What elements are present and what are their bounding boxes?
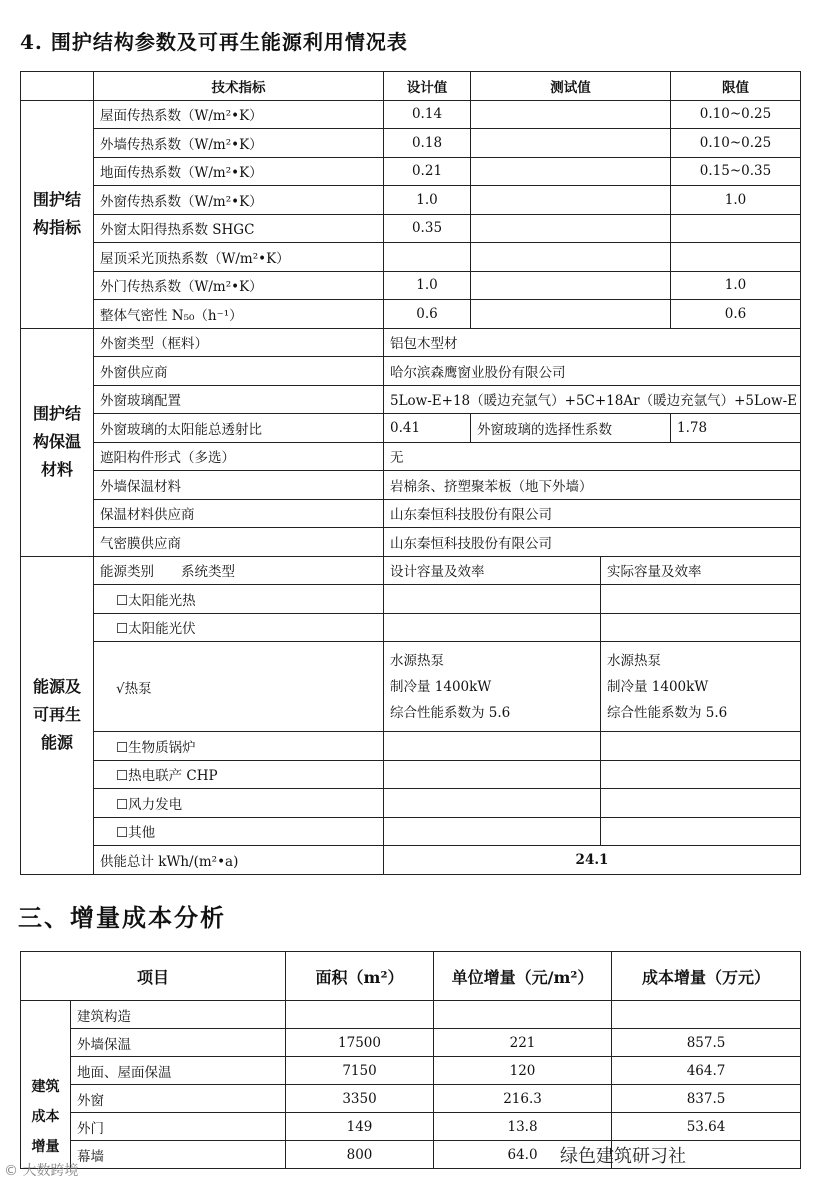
row-limit: 0.15~0.35 bbox=[671, 157, 801, 186]
energy-design bbox=[384, 760, 601, 789]
energy-system-name: ☐风力发电 bbox=[94, 789, 384, 818]
energy-actual bbox=[601, 642, 801, 732]
row-name: 外墙传热系数（W/m²•K） bbox=[94, 129, 384, 158]
row-unit: 221 bbox=[434, 1029, 612, 1057]
table-row bbox=[21, 129, 801, 158]
row-name: 遮阳构件形式（多选） bbox=[94, 442, 384, 471]
row-name: 外门传热系数（W/m²•K） bbox=[94, 271, 384, 300]
row-name: 整体气密性 N₅₀（h⁻¹） bbox=[94, 300, 384, 329]
energy-design-line: 水源热泵 bbox=[390, 652, 444, 669]
energy-design bbox=[384, 732, 601, 761]
energy-header-design: 设计容量及效率 bbox=[384, 556, 601, 585]
table-row bbox=[21, 556, 801, 585]
row-name: 外窗玻璃的太阳能总透射比 bbox=[94, 414, 384, 443]
table-row bbox=[21, 271, 801, 300]
row-limit: 0.10~0.25 bbox=[671, 100, 801, 129]
section-3-title: 三、增量成本分析 bbox=[18, 903, 226, 932]
energy-system-name: √热泵 bbox=[94, 642, 384, 732]
row-sub-name: 外窗玻璃的选择性系数 bbox=[471, 414, 671, 443]
row-test bbox=[471, 243, 671, 272]
row-value: 山东秦恒科技股份有限公司 bbox=[384, 528, 801, 557]
table-row bbox=[21, 157, 801, 186]
row-limit: 1.0 bbox=[671, 271, 801, 300]
table-row bbox=[21, 1113, 801, 1141]
row-value: 5Low-E+18（暖边充氩气）+5C+18Ar（暖边充氩气）+5Low-E bbox=[384, 385, 801, 414]
energy-actual bbox=[601, 789, 801, 818]
energy-system-name: ☐热电联产 CHP bbox=[94, 760, 384, 789]
table-row bbox=[21, 1001, 801, 1029]
table-row bbox=[21, 1029, 801, 1057]
header-blank bbox=[21, 72, 94, 101]
table-row bbox=[21, 385, 801, 414]
row-unit: 13.8 bbox=[434, 1113, 612, 1141]
energy-system-name: ☐太阳能光热 bbox=[94, 585, 384, 614]
row-test bbox=[471, 214, 671, 243]
row-unit: 64.0 bbox=[434, 1141, 612, 1169]
row-value: 0.41 bbox=[384, 414, 471, 443]
header-cost: 成本增量（万元） bbox=[612, 952, 801, 1001]
header-limit: 限值 bbox=[671, 72, 801, 101]
row-name: 气密膜供应商 bbox=[94, 528, 384, 557]
row-name: 外窗 bbox=[71, 1085, 286, 1113]
row-test bbox=[471, 100, 671, 129]
wechat-watermark: 绿色建筑研习社 bbox=[560, 1146, 686, 1167]
table-row bbox=[21, 642, 801, 732]
energy-actual-line: 水源热泵 bbox=[607, 652, 661, 669]
row-unit: 120 bbox=[434, 1057, 612, 1085]
energy-system-name: ☐太阳能光伏 bbox=[94, 613, 384, 642]
energy-header-actual: 实际容量及效率 bbox=[601, 556, 801, 585]
table-row bbox=[21, 817, 801, 846]
row-name: 外墙保温 bbox=[71, 1029, 286, 1057]
row-design: 0.21 bbox=[384, 157, 471, 186]
header-item: 项目 bbox=[21, 952, 286, 1001]
row-design: 0.18 bbox=[384, 129, 471, 158]
header-test: 测试值 bbox=[471, 72, 671, 101]
row-cost: 857.5 bbox=[612, 1029, 801, 1057]
table-row bbox=[21, 471, 801, 500]
row-name: 外窗传热系数（W/m²•K） bbox=[94, 186, 384, 215]
row-test bbox=[471, 186, 671, 215]
row-cost bbox=[612, 1001, 801, 1029]
total-value: 24.1 bbox=[384, 846, 801, 875]
row-limit: 0.10~0.25 bbox=[671, 129, 801, 158]
row-value: 岩棉条、挤塑聚苯板（地下外墙） bbox=[384, 471, 801, 500]
incremental-cost-table bbox=[20, 951, 801, 1169]
energy-header-type: 能源类别 系统类型 bbox=[94, 556, 384, 585]
energy-design bbox=[384, 642, 601, 732]
group-label-energy: 能源及可再生能源 bbox=[21, 556, 94, 874]
row-design: 0.6 bbox=[384, 300, 471, 329]
energy-design-line: 制冷量 1400kW bbox=[390, 678, 492, 695]
energy-actual-line: 制冷量 1400kW bbox=[607, 678, 709, 695]
table-row bbox=[21, 585, 801, 614]
row-cost: 464.7 bbox=[612, 1057, 801, 1085]
row-unit bbox=[434, 1001, 612, 1029]
row-design: 0.35 bbox=[384, 214, 471, 243]
table-row bbox=[21, 414, 801, 443]
row-limit bbox=[671, 243, 801, 272]
table-row bbox=[21, 243, 801, 272]
row-sub-value: 1.78 bbox=[671, 414, 801, 443]
envelope-renewable-table bbox=[20, 71, 801, 875]
energy-system-name: ☐其他 bbox=[94, 817, 384, 846]
group-label-envelope: 围护结构指标 bbox=[21, 100, 94, 328]
energy-actual bbox=[601, 760, 801, 789]
energy-design bbox=[384, 585, 601, 614]
table-row bbox=[21, 100, 801, 129]
row-limit: 0.6 bbox=[671, 300, 801, 329]
row-value: 无 bbox=[384, 442, 801, 471]
row-name: 屋顶采光顶热系数（W/m²•K） bbox=[94, 243, 384, 272]
row-area: 7150 bbox=[286, 1057, 434, 1085]
row-test bbox=[471, 129, 671, 158]
table-row bbox=[21, 72, 801, 101]
table-row bbox=[21, 499, 801, 528]
row-name: 屋面传热系数（W/m²•K） bbox=[94, 100, 384, 129]
header-unit: 单位增量（元/m²） bbox=[434, 952, 612, 1001]
row-area bbox=[286, 1001, 434, 1029]
row-name: 外墙保温材料 bbox=[94, 471, 384, 500]
row-name: 外窗供应商 bbox=[94, 357, 384, 386]
row-name: 外门 bbox=[71, 1113, 286, 1141]
row-design: 1.0 bbox=[384, 186, 471, 215]
energy-system-name: ☐生物质锅炉 bbox=[94, 732, 384, 761]
table-row bbox=[21, 214, 801, 243]
table-row bbox=[21, 732, 801, 761]
row-cost: 837.5 bbox=[612, 1085, 801, 1113]
header-design: 设计值 bbox=[384, 72, 471, 101]
row-name: 地面、屋面保温 bbox=[71, 1057, 286, 1085]
table-row bbox=[21, 1057, 801, 1085]
row-test bbox=[471, 300, 671, 329]
row-limit bbox=[671, 214, 801, 243]
table-row bbox=[21, 442, 801, 471]
table-row bbox=[21, 789, 801, 818]
row-area: 800 bbox=[286, 1141, 434, 1169]
group-label-building-cost: 建筑成本增量 bbox=[21, 1001, 71, 1169]
row-value: 哈尔滨森鹰窗业股份有限公司 bbox=[384, 357, 801, 386]
row-design: 1.0 bbox=[384, 271, 471, 300]
table-row bbox=[21, 760, 801, 789]
table-row bbox=[21, 357, 801, 386]
energy-actual bbox=[601, 585, 801, 614]
row-unit: 216.3 bbox=[434, 1085, 612, 1113]
table-row bbox=[21, 1085, 801, 1113]
group-label-insulation: 围护结构保温材料 bbox=[21, 328, 94, 556]
section-4-title: 4. 围护结构参数及可再生能源利用情况表 bbox=[20, 30, 408, 54]
row-design: 0.14 bbox=[384, 100, 471, 129]
row-area: 17500 bbox=[286, 1029, 434, 1057]
header-area: 面积（m²） bbox=[286, 952, 434, 1001]
row-name: 保温材料供应商 bbox=[94, 499, 384, 528]
energy-actual bbox=[601, 732, 801, 761]
energy-design-line: 综合性能系数为 5.6 bbox=[390, 704, 511, 721]
row-test bbox=[471, 271, 671, 300]
energy-actual-line: 综合性能系数为 5.6 bbox=[607, 704, 728, 721]
energy-design bbox=[384, 789, 601, 818]
table-row bbox=[21, 300, 801, 329]
energy-design bbox=[384, 613, 601, 642]
energy-actual bbox=[601, 613, 801, 642]
energy-actual bbox=[601, 817, 801, 846]
row-name: 地面传热系数（W/m²•K） bbox=[94, 157, 384, 186]
header-tech: 技术指标 bbox=[94, 72, 384, 101]
table-row bbox=[21, 186, 801, 215]
row-name: 外窗类型（框料） bbox=[94, 328, 384, 357]
row-value: 山东秦恒科技股份有限公司 bbox=[384, 499, 801, 528]
row-name: 幕墙 bbox=[71, 1141, 286, 1169]
table-row bbox=[21, 613, 801, 642]
row-name: 建筑构造 bbox=[71, 1001, 286, 1029]
total-label: 供能总计 kWh/(m²•a) bbox=[94, 846, 384, 875]
row-name: 外窗玻璃配置 bbox=[94, 385, 384, 414]
row-design bbox=[384, 243, 471, 272]
table-row bbox=[21, 528, 801, 557]
corner-watermark: © 大数跨境 bbox=[4, 1163, 79, 1179]
energy-design bbox=[384, 817, 601, 846]
table-row bbox=[21, 846, 801, 875]
row-name: 外窗太阳得热系数 SHGC bbox=[94, 214, 384, 243]
row-limit: 1.0 bbox=[671, 186, 801, 215]
row-area: 149 bbox=[286, 1113, 434, 1141]
table-row bbox=[21, 952, 801, 1001]
row-cost: 53.64 bbox=[612, 1113, 801, 1141]
row-test bbox=[471, 157, 671, 186]
table-row bbox=[21, 328, 801, 357]
row-value: 铝包木型材 bbox=[384, 328, 801, 357]
row-area: 3350 bbox=[286, 1085, 434, 1113]
